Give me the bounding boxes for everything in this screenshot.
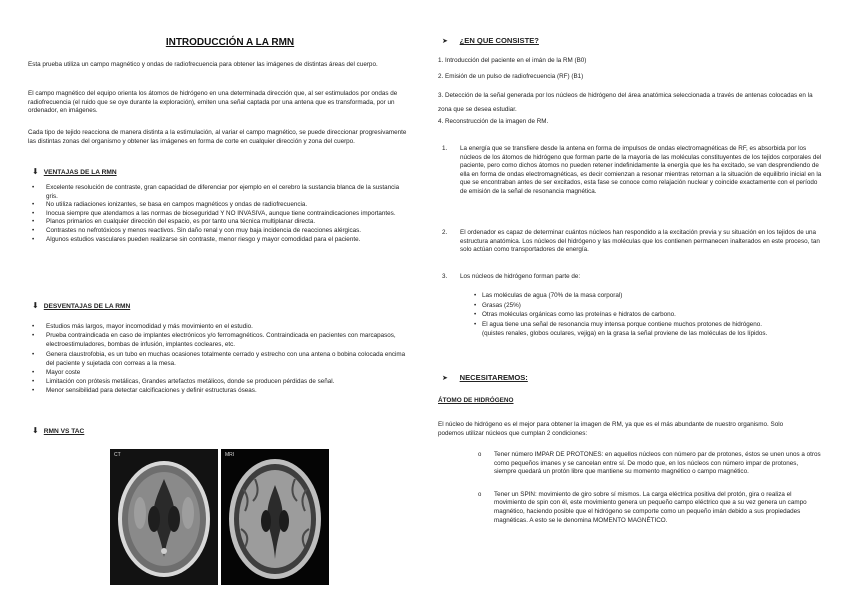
list-item: • Algunos estudios vasculares pueden realizarse sin contraste, menor riesgo y mayor comodidad para el paciente.: [28, 236, 408, 245]
list-item: • Excelente resolución de contraste, gran capacidad de diferenciar por ejemplo en el cerebro la sustancia blanca de la sustancia gris.: [28, 184, 408, 201]
rmnvstac-heading: ⬇ RMN VS TAC: [32, 426, 85, 435]
step-1: 1. Introducción del paciente en el imán de la RM (B0): [438, 57, 587, 64]
ventajas-heading: ⬇ VENTAJAS DE LA RMN: [32, 167, 117, 176]
ventajas-list: [28, 184, 408, 244]
intro-paragraph-2: El campo magnético del equipo orienta los átomos de hidrógeno en una determinada dirección que, al ser estimulados por ondas de radiofrecuencia (el ruido que se oye durante la exploración), emiten una señal captada por una antena que es transformada, por un ordenador, en imágenes.: [28, 90, 398, 115]
step-2: 2. Emisión de un pulso de radiofrecuencia (RF) (B1): [438, 73, 584, 80]
list-item: • Genera claustrofobia, es un tubo en muchas ocasiones totalmente cerrado y estrecho con una antena o bobina colocada encima del paciente y sujetada con correas a la mesa.: [28, 350, 408, 368]
list-item: • Otras moléculas orgánicas como las proteínas e hidratos de carbono.: [460, 310, 780, 320]
down-arrow-icon: ⬇: [32, 167, 39, 176]
down-arrow-icon: ⬇: [32, 426, 39, 435]
mri-label: MRI: [225, 452, 235, 458]
hidrogeno-list: [460, 291, 780, 339]
list-item: • Limitación con prótesis metálicas, Grandes artefactos metálicos, donde se producen pérdidas de señal.: [28, 377, 408, 386]
list-item: • Prueba contraindicada en caso de implantes electrónicos y/o ferromagnéticos. Contraindicada en pacientes con marcapasos, electroestimuladores, bombas de infusión, implantes cocleares, etc.: [28, 331, 408, 349]
ct-brain-image: [110, 449, 218, 585]
atomo-paragraph: El núcleo de hidrógeno es el mejor para obtener la imagen de RM, ya que es el más abundante de nuestro organismo. Solo podemos utilizar núcleos que cumplan 2 condiciones:: [438, 421, 784, 437]
list-item: • El agua tiene una señal de resonancia muy intensa porque contiene muchos protones de hidrógeno. (quistes renales, globos oculares, vejiga) en la grasa la señal proviene de las moléculas de los lípidos.: [460, 320, 780, 339]
consiste-heading: ➤ ¿EN QUE CONSISTE?: [442, 36, 539, 45]
list-item: • Mayor coste: [28, 368, 408, 377]
list-item: o Tener un SPIN: movimiento de giro sobre sí mismos. La carga eléctrica positiva del protón, gira o realiza el movimiento de spin con él, este movimiento genera un pequeño campo eléctrico que a su vez genera un campo magnético, haciendo posible que el hidrógeno se comporte como un pequeño imán debido a sus propiedades magnéticas. A esto se le denomina MOMENTO MAGNÉTICO.: [438, 491, 822, 525]
paragraph-1: 1. La energía que se transfiere desde la antena en forma de impulsos de ondas electromagnéticas de RF, es absorbida por los núcleos de los átomos de hidrógeno que forman parte de la mayoría de las moléculas constituyentes de los tejidos corporales del paciente, pero como dichos átomos no pueden retener indefinidamente la energía que les ha excitado, se van desprendiendo de ella en forma de ondas electromagnéticas, es decir comienzan a resonar mientras retornan a la situación de equilibrio inicial en la que se encontraban antes de ser excitados, esta fase se conoce como relajación nuclear y coincide exactamente con el período de emisión de la señal de resonancia magnética.: [442, 145, 822, 195]
list-item: • Planos primarios en cualquier dirección del espacio, es por tanto una técnica multiplanar directa.: [28, 218, 408, 227]
intro-paragraph-3: Cada tipo de tejido reacciona de manera distinta a la estimulación, al variar el campo magnético, se puede direccionar progresivamente las distintas zonas del organismo y obtener las imágenes en forma de corte en cualquier dirección y zona del cuerpo.: [28, 129, 407, 145]
atomo-heading: ÁTOMO DE HIDRÓGENO: [438, 397, 514, 404]
desventajas-list: [28, 322, 408, 396]
list-item: • Grasas (25%): [460, 301, 780, 311]
intro-paragraph-1: Esta prueba utiliza un campo magnético y ondas de radiofrecuencia para obtener las imágenes de distintas áreas del cuerpo.: [28, 61, 378, 68]
arrow-right-icon: ➤: [442, 38, 448, 45]
list-item: • Inocua siempre que atendamos a las normas de bioseguridad Y NO INVASIVA, aunque tiene contraindicaciones importantes.: [28, 210, 408, 219]
necesitaremos-heading: ➤ NECESITAREMOS:: [442, 373, 528, 382]
page-title: INTRODUCCIÓN A LA RMN: [165, 37, 295, 48]
paragraph-2: 2. El ordenador es capaz de determinar cuántos núcleos han respondido a la excitación previa y su situación en los tejidos de una estructura anatómica. Los núcleos del hidrógeno y las moléculas que los contienen permanecen inalterados en este proceso, tan solo actúan como transportadores de energía.: [442, 229, 820, 254]
desventajas-heading: ⬇ DESVENTAJAS DE LA RMN: [32, 301, 131, 310]
list-item: • Contrastes no nefrotóxicos y menos reactivos. Sin daño renal y con muy baja incidencia de reacciones alérgicas.: [28, 227, 408, 236]
list-item: • No utiliza radiaciones ionizantes, se basa en campos magnéticos y ondas de radiofrecuencia.: [28, 201, 408, 210]
list-item: • Las moléculas de agua (70% de la masa corporal): [460, 291, 780, 301]
arrow-right-icon: ➤: [442, 375, 448, 382]
list-item: • Menor sensibilidad para detectar calcificaciones y definir estructuras óseas.: [28, 386, 408, 395]
ct-label: CT: [114, 452, 121, 458]
paragraph-3: 3. Los núcleos de hidrógeno forman parte de:: [442, 273, 581, 280]
mri-brain-image: [221, 449, 329, 585]
step-3: 3. Detección de la señal generada por los núcleos de hidrógeno del área anatómica seleccionada a través de antenas colocadas en la zona que se desea estudiar.: [438, 92, 813, 113]
list-item: o Tener número IMPAR DE PROTONES: en aquellos núcleos con número par de protones, éstos se unen unos a otros como pequeños imanes y se cancelan entre sí. De modo que, en los núcleos con número impar de protones, siempre quedará un protón libre que mantiene su momento magnético o campo magnético.: [438, 451, 822, 477]
list-item: • Estudios más largos, mayor incomodidad y más movimiento en el estudio.: [28, 322, 408, 331]
step-4: 4. Reconstrucción de la imagen de RM.: [438, 118, 549, 125]
conditions-list: [438, 451, 822, 525]
down-arrow-icon: ⬇: [32, 301, 39, 310]
